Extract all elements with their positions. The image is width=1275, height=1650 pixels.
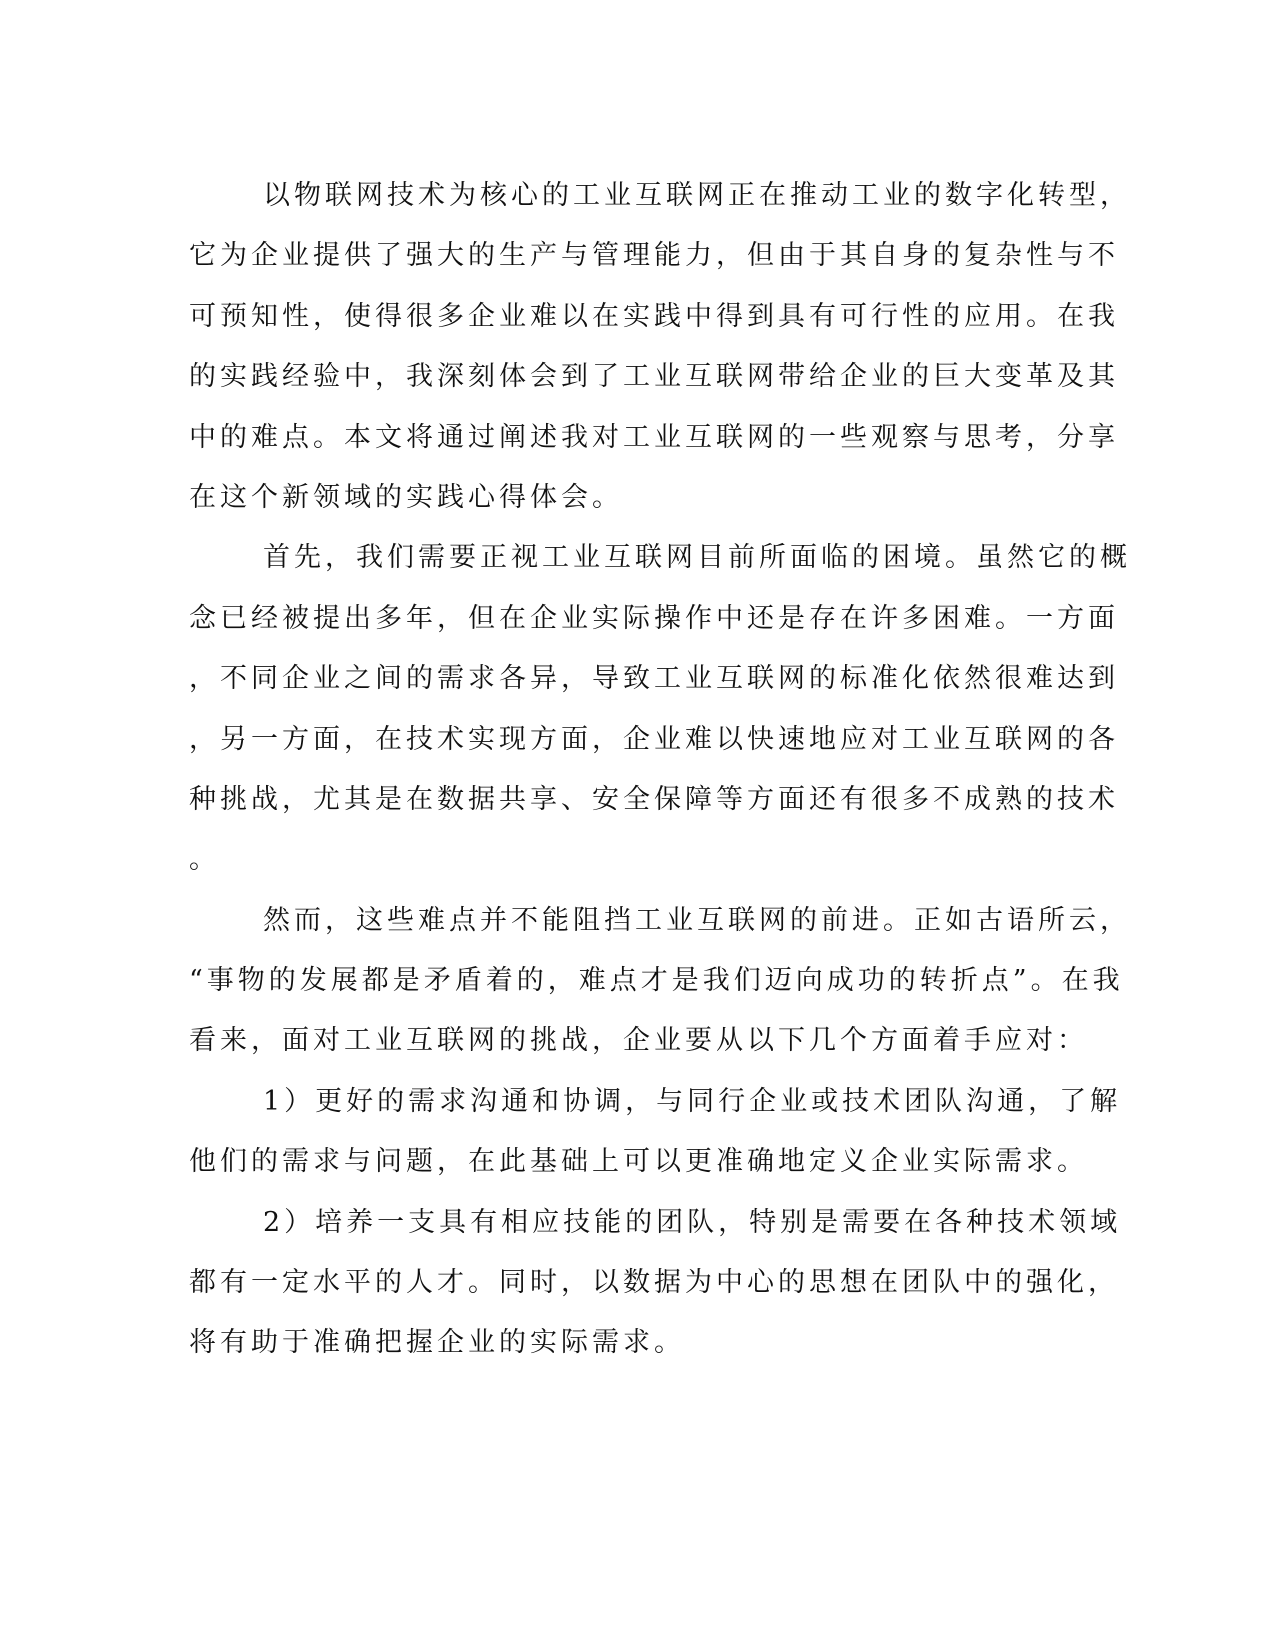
text-line: 种挑战，尤其是在数据共享、安全保障等方面还有很多不成熟的技术 (189, 783, 1119, 815)
text-line: 念已经被提出多年，但在企业实际操作中还是存在许多困难。一方面 (189, 602, 1119, 634)
text-line: 在这个新领域的实践心得体会。 (189, 481, 623, 513)
text-line: ，另一方面，在技术实现方面，企业难以快速地应对工业互联网的各 (189, 723, 1119, 755)
text-line: 的实践经验中，我深刻体会到了工业互联网带给企业的巨大变革及其 (189, 361, 1119, 393)
text-line: 他们的需求与问题，在此基础上可以更准确地定义企业实际需求。 (189, 1146, 1088, 1178)
text-line: 以物联网技术为核心的工业互联网正在推动工业的数字化转型， (263, 180, 1131, 211)
text-line: 可预知性，使得很多企业难以在实践中得到具有可行性的应用。在我 (189, 300, 1119, 332)
text-line: 中的难点。本文将通过阐述我对工业互联网的一些观察与思考，分享 (189, 421, 1119, 453)
text-line: 都有一定水平的人才。同时，以数据为中心的思想在团队中的强化， (189, 1267, 1119, 1299)
text-line: 然而，这些难点并不能阻挡工业互联网的前进。正如古语所云， (263, 904, 1131, 936)
text-line: 。 (189, 844, 220, 876)
text-line: 将有助于准确把握企业的实际需求。 (189, 1327, 685, 1359)
text-line: 看来，面对工业互联网的挑战，企业要从以下几个方面着手应对： (189, 1025, 1088, 1057)
text-line: 它为企业提供了强大的生产与管理能力，但由于其自身的复杂性与不 (189, 240, 1119, 272)
text-line: 1）更好的需求沟通和协调，与同行企业或技术团队沟通，了解 (263, 1085, 1122, 1117)
text-line: “事物的发展都是矛盾着的，难点才是我们迈向成功的转折点”。在我 (189, 965, 1124, 997)
text-line: 首先，我们需要正视工业互联网目前所面临的困境。虽然它的概 (263, 542, 1131, 574)
text-line: 2）培养一支具有相应技能的团队，特别是需要在各种技术领域 (263, 1206, 1122, 1238)
text-line: ，不同企业之间的需求各异，导致工业互联网的标准化依然很难达到 (189, 663, 1119, 695)
body-text (189, 166, 1131, 1374)
